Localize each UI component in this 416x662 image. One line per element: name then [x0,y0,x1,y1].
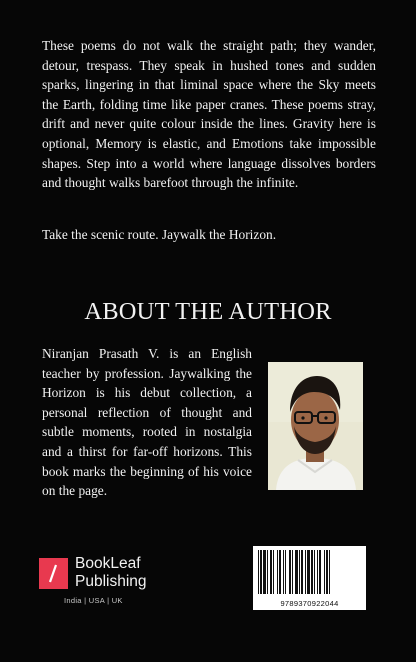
isbn-barcode [253,546,366,610]
publisher-regions: India | USA | UK [64,596,123,605]
publisher-logo [39,555,179,608]
back-cover-blurb: These poems do not walk the straight path; they wander, detour, trespass. They speak in hushed tones and sudden sparks, lingering in that liminal space where the Sky meets the Earth, folding time like paper cranes. These poems stray, drift and never quite colour inside the lines. Gravity here is optional, Memory is elastic, and Emotions take impossible shapes. Step into a world where language dissolves borders and thought walks barefoot through the infinite. [42,38,376,191]
tagline: Take the scenic route. Jaywalk the Horizon. [42,227,277,242]
publisher-name-line1: BookLeaf [75,555,141,572]
about-author-heading: ABOUT THE AUTHOR [84,298,332,325]
publisher-logo-icon [39,558,68,589]
author-photo [268,362,363,490]
publisher-name-line2: Publishing [75,573,147,590]
barcode-bars [258,550,361,594]
author-bio: Niranjan Prasath V. is an English teacher by profession. Jaywalking the Horizon is his debut collection, a personal reflection of thought and subtle moments, rooted in nostalgia and a thirst for far-off horizons. This book marks the beginning of his voice on the page. [42,346,252,499]
publisher-name [75,555,147,591]
isbn-number: 9789370922044 [280,599,339,608]
